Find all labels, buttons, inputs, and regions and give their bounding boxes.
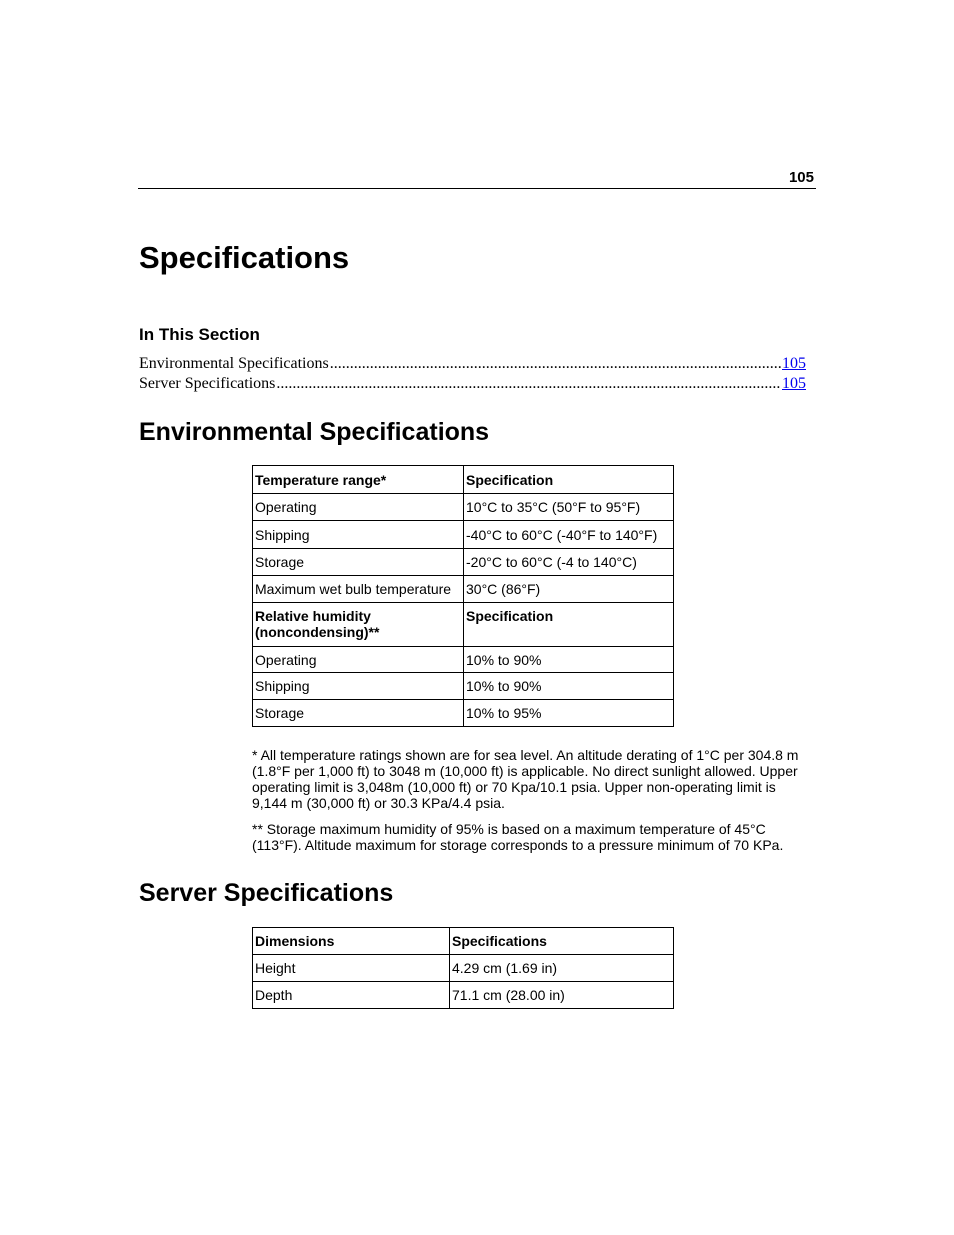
table-row	[253, 647, 674, 673]
toc-page-link[interactable]: 105	[782, 374, 806, 392]
footnote-temperature: * All temperature ratings shown are for sea level. An altitude derating of 1°C per 304.8 m (1.8°F per 1,000 ft) to 3048 m (10,000 ft) is applicable. No direct sunlight allowed. Upper operating limit is 3,048m (10,000 ft) or 70 Kpa/10.1 psia. Upper non-operating limit is 9,144 m (30,000 ft) or 30.3 KPa/4.4 psia.	[252, 747, 799, 811]
table-cell: 10% to 90%	[464, 673, 674, 700]
table-cell: 10°C to 35°C (50°F to 95°F)	[464, 494, 674, 521]
toc-entry-label: Environmental Specifications	[139, 355, 329, 372]
table-cell: 71.1 cm (28.00 in)	[450, 982, 674, 1009]
table-header-cell: Temperature range*	[253, 466, 464, 494]
page-number: 105	[788, 169, 814, 186]
table-cell: 30°C (86°F)	[464, 576, 674, 603]
table-row	[253, 494, 674, 521]
table-row	[253, 576, 674, 603]
table-header-cell: Dimensions	[253, 928, 450, 955]
server-section-title: Server Specifications	[139, 879, 394, 907]
table-cell: Shipping	[253, 521, 464, 549]
table-cell: -40°C to 60°C (-40°F to 140°F)	[464, 521, 674, 549]
table-row	[253, 673, 674, 700]
table-cell: Operating	[253, 647, 464, 673]
server-spec-table	[252, 927, 674, 1009]
toc-leader-dots	[276, 374, 781, 394]
table-header-cell: Specifications	[450, 928, 674, 955]
table-header-cell: Specification	[464, 603, 674, 647]
environmental-section-title: Environmental Specifications	[139, 418, 490, 446]
table-row	[253, 955, 674, 982]
table-cell: 10% to 95%	[464, 700, 674, 727]
table-row	[253, 982, 674, 1009]
table-row	[253, 700, 674, 727]
table-header-cell: Specification	[464, 466, 674, 494]
table-header-cell: Relative humidity (noncondensing)**	[253, 603, 464, 647]
table-cell: Shipping	[253, 673, 464, 700]
toc-entry-environmental	[139, 354, 806, 374]
table-row	[253, 603, 674, 647]
table-row	[253, 521, 674, 549]
table-cell: Maximum wet bulb temperature	[253, 576, 464, 603]
table-row	[253, 466, 674, 494]
table-cell: Operating	[253, 494, 464, 521]
table-cell: -20°C to 60°C (-4 to 140°C)	[464, 549, 674, 576]
table-of-contents	[139, 354, 806, 393]
table-row	[253, 928, 674, 955]
table-cell: Storage	[253, 700, 464, 727]
toc-entry-server	[139, 374, 806, 394]
footnote-humidity: ** Storage maximum humidity of 95% is based on a maximum temperature of 45°C (113°F). Altitude maximum for storage corresponds to a pressure minimum of 70 KPa.	[252, 821, 784, 853]
in-this-section-heading: In This Section	[139, 325, 260, 344]
page-title: Specifications	[139, 240, 350, 275]
environmental-spec-table	[252, 465, 674, 727]
header-rule	[138, 188, 816, 189]
table-row	[253, 549, 674, 576]
toc-page-link[interactable]: 105	[782, 355, 806, 372]
toc-entry-label: Server Specifications	[139, 374, 276, 392]
table-cell: Height	[253, 955, 450, 982]
table-cell: Depth	[253, 982, 450, 1009]
table-cell: 10% to 90%	[464, 647, 674, 673]
table-cell: 4.29 cm (1.69 in)	[450, 955, 674, 982]
table-cell: Storage	[253, 549, 464, 576]
toc-leader-dots	[330, 354, 781, 374]
